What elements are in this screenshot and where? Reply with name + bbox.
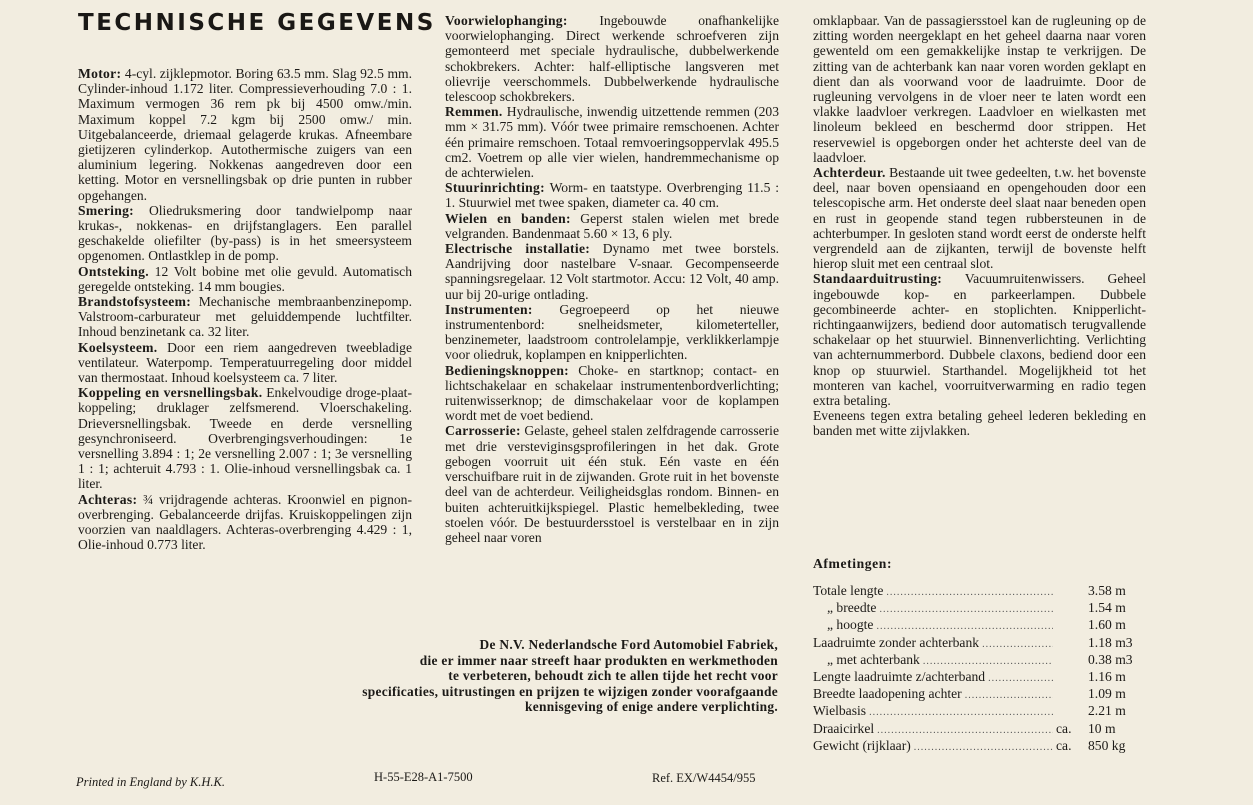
- spec-section-text: Gelaste, geheel stalen zelfdragende carrosserie met drie versteviginsgsprofileringen in het dak. Grote gebogen voorruit uit één stuk. Eén vaste en één verschuifbare ruit in de zijwanden. Grote ruit in het bovenste deel van de achterdeur. Veiligheidsglas rondom. Binnen- en buiten achteruitkijkspiegel. Plastic hemelbekleding, twee stoelen vóór. De bestuurdersstoel is verstelbaar en in zijn geheel naar voren: [445, 423, 779, 545]
- spec-section-text: Choke- en startknop; contact- en lichtschakelaar en schakelaar instrumentenbordverlichting; ruitenwisserknop; de dimschakelaar voor de koplampen wordt met de voet bediend.: [445, 362, 779, 424]
- spec-section: [445, 241, 779, 302]
- spec-section-text: ¾ vrijdragende achteras. Kroonwiel en pignon-overbrenging. Gebalanceerde drijfas. Kruiskoppelingen zijn voorzien van naaldlagers. Achteras-overbrenging 4.429 : 1, Olie-inhoud 0.773 liter.: [78, 491, 412, 553]
- dimension-row: [813, 635, 1146, 652]
- dimension-leader-dots: [982, 637, 1053, 652]
- spec-column-2: [445, 13, 779, 545]
- dimension-value: 1.18 m3: [1088, 634, 1133, 650]
- spec-section-text: Eveneens tegen extra betaling geheel lederen bekleding en banden met witte zijvlakken.: [813, 408, 1146, 439]
- spec-section-heading: Ontsteking.: [78, 263, 149, 279]
- dimension-value: 850 kg: [1088, 737, 1126, 753]
- dimension-row: [813, 703, 1146, 720]
- spec-section-heading: Achterdeur.: [813, 165, 886, 181]
- spec-section-text: Ingebouwde onafhankelijke voorwielophanging. Direct werkende schroefveren zijn gemonteerd met speciale hydraulische, dubbelwerkende schokbrekers. Achter: half-elliptische langsveren met olievrije veerschommels. Dubbelwerkende hydraulische telescoop schokbrekers.: [445, 13, 779, 105]
- notice-line: die er immer naar streeft haar produkten en werkmethoden: [419, 652, 778, 668]
- spec-section-text: Worm- en taatstype. Overbrenging 11.5 : 1. Stuurwiel met twee spaken, diameter ca. 40 cm.: [445, 180, 779, 211]
- spec-section-text: Mechanische membraanbenzinepomp. Valstroom-carburateur met geluiddempende luchtfilter. Inhoud benzinetank ca. 32 liter.: [78, 294, 412, 340]
- spec-section-heading: Stuurinrichting:: [445, 180, 545, 196]
- spec-section: [445, 104, 779, 180]
- dimension-label: Totale lengte: [813, 583, 884, 598]
- dimension-leader-dots: [886, 585, 1053, 600]
- dimension-row: [813, 652, 1146, 669]
- dimension-label: Wielbasis: [813, 703, 867, 719]
- spec-section: [78, 294, 412, 340]
- spec-section: [78, 492, 412, 553]
- notice-line: specificaties, uitrustingen en prijzen te wijzigen zonder voorafgaande: [362, 683, 778, 699]
- spec-section-heading: Motor:: [78, 66, 122, 81]
- print-code: H-55-E28-A1-7500: [374, 770, 473, 784]
- dimension-leader-dots: [876, 619, 1053, 634]
- spec-section-heading: Achteras:: [78, 491, 138, 507]
- dimension-leader-dots: [914, 740, 1053, 755]
- spec-section-text: Geperst stalen wielen met brede velgranden. Bandenmaat 5.60 × 13, 6 ply.: [445, 210, 780, 241]
- spec-section: [445, 13, 779, 104]
- dimension-label: „ hoogte: [827, 617, 874, 633]
- dimension-label: „ breedte: [827, 600, 877, 616]
- spec-section-text: Oliedruksmering door tandwielpomp naar krukas-, nokkenas- en drijfstanglagers. Een parallel geschakelde oliefilter (by-pass) is in het smeersysteem opgenomen. Ontlastklep in de pomp.: [78, 202, 412, 264]
- spec-section: [78, 340, 412, 386]
- dimension-row: [813, 583, 1146, 600]
- dimension-row: [813, 686, 1146, 703]
- dimension-leader-dots: [988, 671, 1053, 686]
- spec-section: [445, 423, 779, 545]
- notice-line: kennisgeving of enige andere verplichting.: [524, 699, 778, 715]
- spec-section-text: Vacuumruitenwissers. Geheel ingebouwde kop- en parkeerlampen. Dubbele gecombineerde achter- en stoplichten. Knipperlicht-richtingaanwijzers, bediend door automatisch terugvallende schakelaar op het stuurwiel. Binnenverlichting. Verlichting van achternummerbord. Dubbele claxons, bediend door een knop op stuurwiel. Starthandel. Mogelijkheid tot het monteren van kachel, voorruitverwarming en radio tegen extra betaling.: [813, 271, 1146, 409]
- notice-line: te verbeteren, behoudt zich te allen tijde het recht voor: [448, 668, 778, 684]
- dimension-label: Gewicht (rijklaar): [813, 737, 911, 753]
- spec-section: [445, 363, 779, 424]
- spec-section-text: Dynamo met twee borstels. Aandrijving door nastelbare V-snaar. Gecompenseerde spanningsregelaar. 12 Volt startmotor. Accu: 12 Volt, 40 amp. uur bij 20-urige ontlading.: [445, 241, 780, 302]
- spec-section-heading: Standaarduitrusting:: [813, 271, 943, 287]
- printer-credit: Printed in England by K.H.K.: [76, 775, 225, 789]
- dimension-value: 1.54 m: [1088, 600, 1126, 616]
- spec-section-text: 12 Volt bobine met olie gevuld. Automatisch geregelde ontsteking. 14 mm bougies.: [78, 263, 412, 294]
- spec-section-text: Hydraulische, inwendig uitzettende remmen (203 mm × 31.75 mm). Vóór twee primaire remschoenen. Achter één primaire remschoen. Totaal remvoeringsoppervlak 495.5 cm2. Voetrem op alle vier wielen, handremmechanisme op de achterwielen.: [445, 104, 779, 181]
- reference-number: Ref. EX/W4454/955: [652, 771, 756, 785]
- dimension-value: 1.60 m: [1088, 617, 1126, 633]
- dimension-row: [813, 669, 1146, 686]
- spec-section-text: 4-cyl. zijklepmotor. Boring 63.5 mm. Slag 92.5 mm. Cylinder-inhoud 1.172 liter. Compressieverhouding 7.0 : 1. Maximum vermogen 36 rem pk bij 4500 omw./min. Maximum koppel 7.2 kgm bij 2500 omw./ min. Uitgebalanceerde, driemaal gelagerde krukas. Afneembare gietijzeren cylinderkop. Autothermische zuigers van een aluminium legering. Nokkenas aangedreven door een ketting. Motor en versnellingsbak op drie punten in rubber opgehangen.: [78, 66, 412, 203]
- dimension-value: 10 m: [1088, 720, 1116, 736]
- dimension-label: Laadruimte zonder achterbank: [813, 634, 980, 650]
- dimensions-heading: Afmetingen:: [813, 556, 893, 571]
- dimension-value: 3.58 m: [1088, 583, 1126, 598]
- spec-column-3: [813, 13, 1146, 439]
- dimension-leader-dots: [869, 705, 1053, 720]
- dimension-leader-dots: [879, 602, 1053, 617]
- spec-section: [445, 211, 779, 241]
- dimension-leader-dots: [965, 688, 1053, 703]
- dimension-row: [813, 617, 1146, 634]
- spec-section-heading: Instrumenten:: [445, 301, 533, 317]
- spec-section-heading: Electrische installatie:: [445, 241, 591, 257]
- dimension-row: [813, 600, 1146, 617]
- dimension-row: [813, 721, 1146, 738]
- dimension-leader-dots: [877, 723, 1053, 738]
- spec-section-heading: Koelsysteem.: [78, 339, 158, 355]
- dimension-approx: ca.: [1056, 720, 1072, 736]
- spec-section: [78, 203, 412, 264]
- dimension-row: [813, 738, 1146, 755]
- spec-section-heading: Remmen.: [445, 104, 503, 120]
- notice-line: De N.V. Nederlandsche Ford Automobiel Fabriek,: [479, 637, 778, 652]
- spec-section: [813, 408, 1146, 438]
- dimension-value: 0.38 m3: [1088, 651, 1133, 667]
- dimension-label: Lengte laadruimte z/achterband: [813, 669, 986, 685]
- spec-column-1: [78, 66, 412, 553]
- dimension-leader-dots: [923, 654, 1053, 669]
- spec-section-heading: Wielen en banden:: [445, 210, 571, 226]
- spec-section-heading: Brandstofsysteem:: [78, 294, 192, 310]
- spec-section-heading: Koppeling en versnellingsbak.: [78, 385, 263, 401]
- dimension-value: 1.09 m: [1088, 686, 1126, 702]
- spec-section: [813, 271, 1146, 408]
- dimension-value: 2.21 m: [1088, 703, 1126, 719]
- spec-section: [813, 165, 1146, 271]
- spec-section: [445, 180, 779, 210]
- dimension-approx: ca.: [1056, 737, 1072, 753]
- dimension-value: 1.16 m: [1088, 669, 1126, 685]
- spec-section: [78, 66, 412, 203]
- spec-section-text: Door een riem aangedreven tweebladige ventilateur. Waterpomp. Temperatuurregeling door middel van thermostaat. Inhoud koelsysteem ca. 7 liter.: [78, 339, 412, 386]
- spec-section-text: Enkelvoudige droge-plaat-koppeling; druklager zelfsmerend. Vloerschakeling. Drieversnellingsbak. Tweede en derde versnelling gesynchroniseerd. Overbrengingsverhoudingen: 1e versnelling 3.894 : 1; 2e versnelling 2.007 : 1; 3e versnelling 1 : 1; achteruit 4.793 : 1. Olie-inhoud versnellingsbak ca. 1 liter.: [78, 385, 412, 492]
- spec-section-heading: Voorwielophanging:: [445, 13, 568, 28]
- spec-section-text: Gegroepeerd op het nieuwe instrumentenbord: snelheidsmeter, kilometerteller, benzinemeter, laadstroom controlelampje, verklikkerlampje voor oliedruk, koplampen en knipperlichten.: [445, 301, 779, 363]
- spec-section: [445, 302, 779, 363]
- spec-section: [78, 385, 412, 491]
- dimension-label: Breedte laadopening achter: [813, 686, 962, 702]
- spec-section: [813, 13, 1146, 165]
- dimension-label: Draaicirkel: [813, 720, 875, 736]
- spec-section: [78, 264, 412, 294]
- spec-section-heading: Carrosserie:: [445, 423, 521, 439]
- spec-section-heading: Smering:: [78, 202, 135, 218]
- spec-section-text: omklapbaar. Van de passagiersstoel kan de rugleuning op de zitting worden neergeklapt en het geheel daarna naar voren gewenteld om een gemakkelijke instap te verkrijgen. De zitting van de achterbank kan naar voren worden geklapt en dient dan als voorwand voor de laadruimte. Door de rugleuning vervolgens in de vloer neer te laten wordt een vlakke laadvloer verkregen. Laadvloer en wielkasten met linoleum bekleed en beschermd door strippen. Het reservewiel is opgeborgen onder het achterste deel van de laadvloer.: [813, 13, 1146, 165]
- spec-section-heading: Bedieningsknoppen:: [445, 362, 570, 378]
- page-title: TECHNISCHE GEGEVENS: [78, 10, 436, 36]
- manufacturer-notice: [240, 637, 778, 715]
- dimension-label: „ met achterbank: [827, 651, 920, 667]
- spec-section-text: Bestaande uit twee gedeelten, t.w. het bovenste deel, naar boven opensiaand en opengehouden door een telescopische arm. Het onderste deel slaat naar beneden open en rust in geopende stand tegen rubbersteunen in de achterbumper. In gesloten stand wordt eerst de onderste helft vergrendeld aan de zijkanten, terwijl de bovenste helft hierop sluit met een centraal slot.: [813, 165, 1146, 272]
- dimensions-table: [813, 583, 1146, 755]
